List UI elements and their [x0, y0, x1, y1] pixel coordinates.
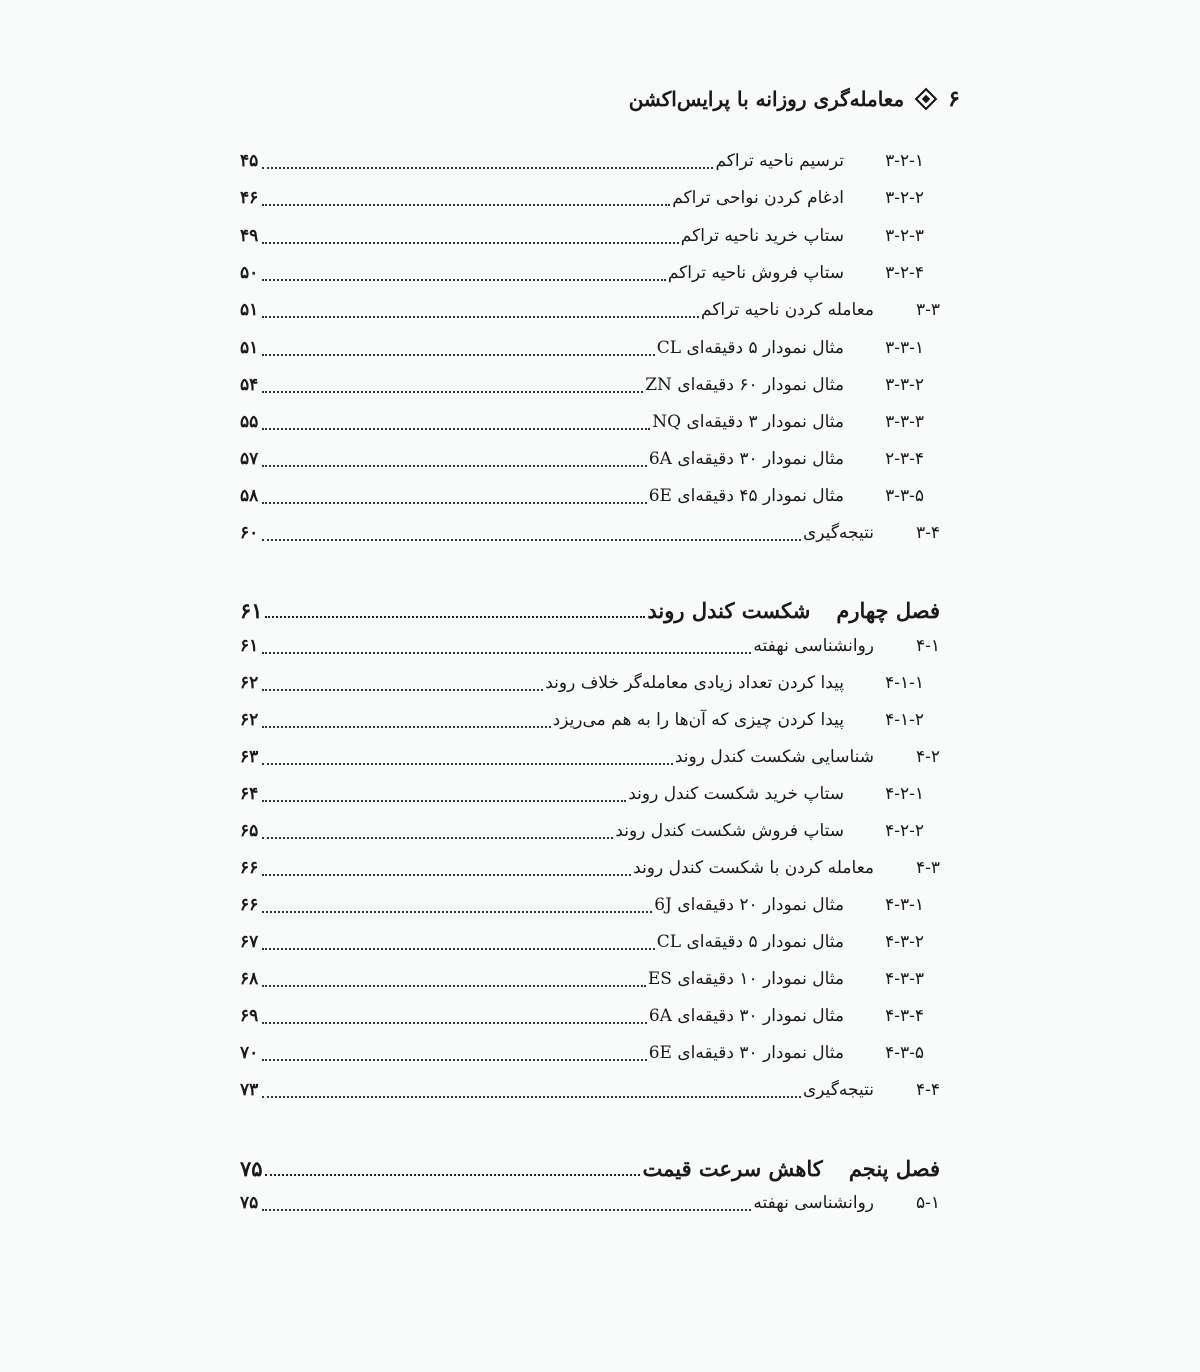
dot-leader [262, 837, 613, 839]
toc-entry [240, 478, 940, 514]
dot-leader [262, 539, 801, 541]
toc-entry [240, 180, 940, 216]
section-title: روانشناسی نهفته [753, 1193, 874, 1213]
section-number: فصل چهارم [836, 597, 940, 623]
page-ref: ۶۶ [240, 858, 259, 878]
page-ref: ۶۳ [240, 747, 259, 767]
toc-entry [240, 404, 940, 440]
section-title: شکست کندل روند [647, 597, 811, 623]
toc-entry [240, 961, 940, 997]
section-title: مثال نمودار ۱۰ دقیقه‌ای ES [647, 969, 844, 989]
toc-entry [240, 739, 940, 775]
section-number: ۳-۳-۵ [885, 486, 924, 506]
section-number: ۴-۳-۳ [885, 969, 924, 989]
section-number: ۴-۳-۴ [885, 1006, 924, 1026]
section-number: فصل پنجم [848, 1155, 940, 1181]
dot-leader [262, 167, 713, 169]
section-number: ۳-۲-۳ [885, 226, 924, 246]
section-number: ۴-۳ [915, 858, 940, 878]
page-ref: ۷۳ [240, 1080, 259, 1100]
chapter-heading [240, 1150, 940, 1186]
dot-leader [262, 1096, 801, 1098]
section-title: ستاپ خرید شکست کندل روند [628, 784, 844, 804]
page-ref: ۶۱ [240, 636, 259, 656]
section-title: ادغام کردن نواحی تراکم [672, 188, 844, 208]
section-number: ۵-۱ [915, 1193, 940, 1213]
dot-leader [262, 689, 543, 691]
page-ref: ۶۶ [240, 895, 259, 915]
toc-entry [240, 143, 940, 179]
dot-leader [262, 911, 652, 913]
dot-leader [262, 502, 647, 504]
toc-entry [240, 1185, 940, 1221]
toc-entry [240, 330, 940, 366]
dot-leader [262, 1209, 751, 1211]
dot-leader [262, 428, 650, 430]
section-title: مثال نمودار ۳ دقیقه‌ای NQ [652, 412, 844, 432]
section-title: معامله کردن با شکست کندل روند [633, 858, 874, 878]
section-title: مثال نمودار ۵ دقیقه‌ای CL [656, 932, 844, 952]
section-title: مثال نمودار ۶۰ دقیقه‌ای ZN [645, 375, 844, 395]
section-title: شناسایی شکست کندل روند [674, 747, 874, 767]
dot-leader [262, 354, 655, 356]
book-title: معامله‌گری روزانه با پرایس‌اکشن [628, 87, 905, 111]
toc-entry [240, 218, 940, 254]
page-ref: ۶۷ [240, 932, 259, 952]
section-title: نتیجه‌گیری [803, 523, 874, 543]
section-number: ۴-۴ [915, 1080, 940, 1100]
section-title: ستاپ فروش شکست کندل روند [615, 821, 844, 841]
section-number: ۳-۲-۲ [885, 188, 924, 208]
section-number: ۳-۳ [915, 300, 940, 320]
section-number: ۴-۱-۲ [885, 710, 924, 730]
section-title: ستاپ فروش ناحیه تراکم [667, 263, 844, 283]
dot-leader [262, 948, 655, 950]
toc-entry [240, 887, 940, 923]
page-ref: ۶۸ [240, 969, 259, 989]
toc-entry [240, 813, 940, 849]
section-title: مثال نمودار ۴۵ دقیقه‌ای 6E [648, 486, 844, 506]
section-number: ۴-۲ [915, 747, 940, 767]
page-ref: ۴۵ [240, 151, 259, 171]
toc-entry [240, 850, 940, 886]
toc-entry [240, 628, 940, 664]
toc-entry [240, 1072, 940, 1108]
toc-entry [240, 292, 940, 328]
section-title: پیدا کردن چیزی که آن‌ها را به هم می‌ریزد [552, 710, 844, 730]
section-number: ۴-۳-۵ [885, 1043, 924, 1063]
section-title: روانشناسی نهفته [753, 636, 874, 656]
toc-entry [240, 702, 940, 738]
page-ref: ۶۲ [240, 673, 259, 693]
section-title: مثال نمودار ۵ دقیقه‌ای CL [656, 338, 844, 358]
page-ref: ۶۱ [240, 597, 263, 623]
diamond-icon [915, 88, 938, 111]
dot-leader [262, 465, 647, 467]
page-ref: ۵۱ [240, 338, 259, 358]
section-title: مثال نمودار ۲۰ دقیقه‌ای 6J [654, 895, 844, 915]
section-title: کاهش سرعت قیمت [642, 1155, 823, 1181]
page-ref: ۵۷ [240, 449, 259, 469]
toc-entry [240, 367, 940, 403]
page-ref: ۵۸ [240, 486, 259, 506]
section-title: مثال نمودار ۳۰ دقیقه‌ای 6E [648, 1043, 844, 1063]
dot-leader [262, 391, 643, 393]
dot-leader [262, 652, 751, 654]
toc-entry [240, 441, 940, 477]
toc-entry [240, 515, 940, 551]
toc-entry [240, 255, 940, 291]
section-number: ۳-۳-۳ [885, 412, 924, 432]
dot-leader [262, 726, 551, 728]
toc-entry [240, 924, 940, 960]
page-ref: ۶۵ [240, 821, 259, 841]
section-number: ۳-۲-۴ [885, 263, 924, 283]
dot-leader [262, 279, 666, 281]
dot-leader [262, 874, 631, 876]
dot-leader [262, 985, 646, 987]
toc-entry [240, 1035, 940, 1071]
chapter-heading [240, 592, 940, 628]
page-ref: ۷۵ [240, 1155, 263, 1181]
toc-entry [240, 998, 940, 1034]
section-number: ۴-۳-۲ [885, 932, 924, 952]
section-number: ۴-۱-۱ [885, 673, 924, 693]
section-number: ۳-۲-۱ [885, 151, 924, 171]
dot-leader [262, 204, 670, 206]
section-title: مثال نمودار ۳۰ دقیقه‌ای 6A [648, 1006, 844, 1026]
toc-entry [240, 776, 940, 812]
section-number: ۴-۱ [915, 636, 940, 656]
dot-leader [262, 1022, 647, 1024]
dot-leader [262, 316, 699, 318]
page-number: ۶ [948, 86, 960, 112]
page-ref: ۵۰ [240, 263, 259, 283]
page-ref: ۶۹ [240, 1006, 259, 1026]
section-number: ۲-۳-۴ [885, 449, 924, 469]
section-title: ترسیم ناحیه تراکم [715, 151, 844, 171]
dot-leader [262, 763, 673, 765]
section-number: ۳-۳-۱ [885, 338, 924, 358]
page-header [629, 86, 960, 112]
page-ref: ۴۶ [240, 188, 259, 208]
section-number: ۴-۲-۱ [885, 784, 924, 804]
section-number: ۳-۴ [915, 523, 940, 543]
dot-leader [262, 800, 626, 802]
page-ref: ۵۵ [240, 412, 259, 432]
page-ref: ۷۰ [240, 1043, 259, 1063]
section-title: معامله کردن ناحیه تراکم [701, 300, 874, 320]
section-title: مثال نمودار ۳۰ دقیقه‌ای 6A [648, 449, 844, 469]
section-number: ۳-۳-۲ [885, 375, 924, 395]
section-title: پیدا کردن تعداد زیادی معامله‌گر خلاف روند [545, 673, 844, 693]
page-ref: ۵۴ [240, 375, 259, 395]
page-ref: ۷۵ [240, 1193, 259, 1213]
section-number: ۴-۳-۱ [885, 895, 924, 915]
page-ref: ۶۲ [240, 710, 259, 730]
page-ref: ۶۰ [240, 523, 259, 543]
dot-leader [265, 1174, 641, 1176]
toc-entry [240, 665, 940, 701]
page-ref: ۵۱ [240, 300, 259, 320]
dot-leader [265, 616, 646, 618]
section-title: نتیجه‌گیری [803, 1080, 874, 1100]
section-number: ۴-۲-۲ [885, 821, 924, 841]
dot-leader [262, 1059, 647, 1061]
page-ref: ۴۹ [240, 226, 259, 246]
section-title: ستاپ خرید ناحیه تراکم [680, 226, 844, 246]
dot-leader [262, 242, 679, 244]
page-ref: ۶۴ [240, 784, 259, 804]
